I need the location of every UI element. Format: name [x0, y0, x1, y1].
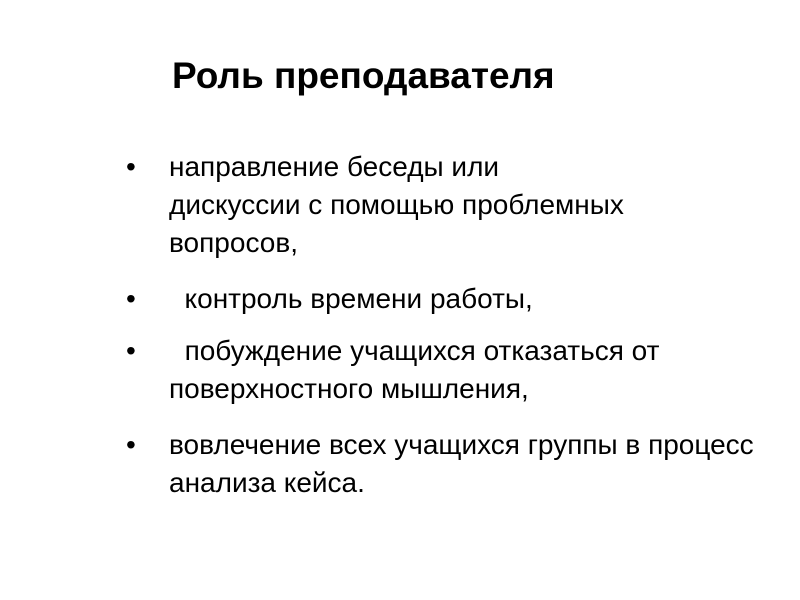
bullet-item	[120, 148, 760, 262]
bullet-list	[120, 148, 760, 520]
bullet-text: направление беседы или дискуссии с помощью проблемных вопросов,	[169, 151, 624, 258]
bullet-marker: •	[126, 429, 136, 460]
bullet-item	[120, 280, 760, 318]
bullet-text: побуждение учащихся отказаться от поверхностного мышления,	[169, 335, 668, 404]
bullet-text: вовлечение всех учащихся группы в процесс анализа кейса.	[169, 429, 754, 498]
bullet-text: контроль времени работы,	[169, 283, 533, 314]
slide-title: Роль преподавателя	[172, 55, 555, 96]
bullet-item	[120, 426, 760, 502]
bullet-marker: •	[126, 151, 136, 182]
bullet-item	[120, 332, 760, 408]
bullet-marker: •	[126, 283, 136, 314]
bullet-marker: •	[126, 335, 136, 366]
